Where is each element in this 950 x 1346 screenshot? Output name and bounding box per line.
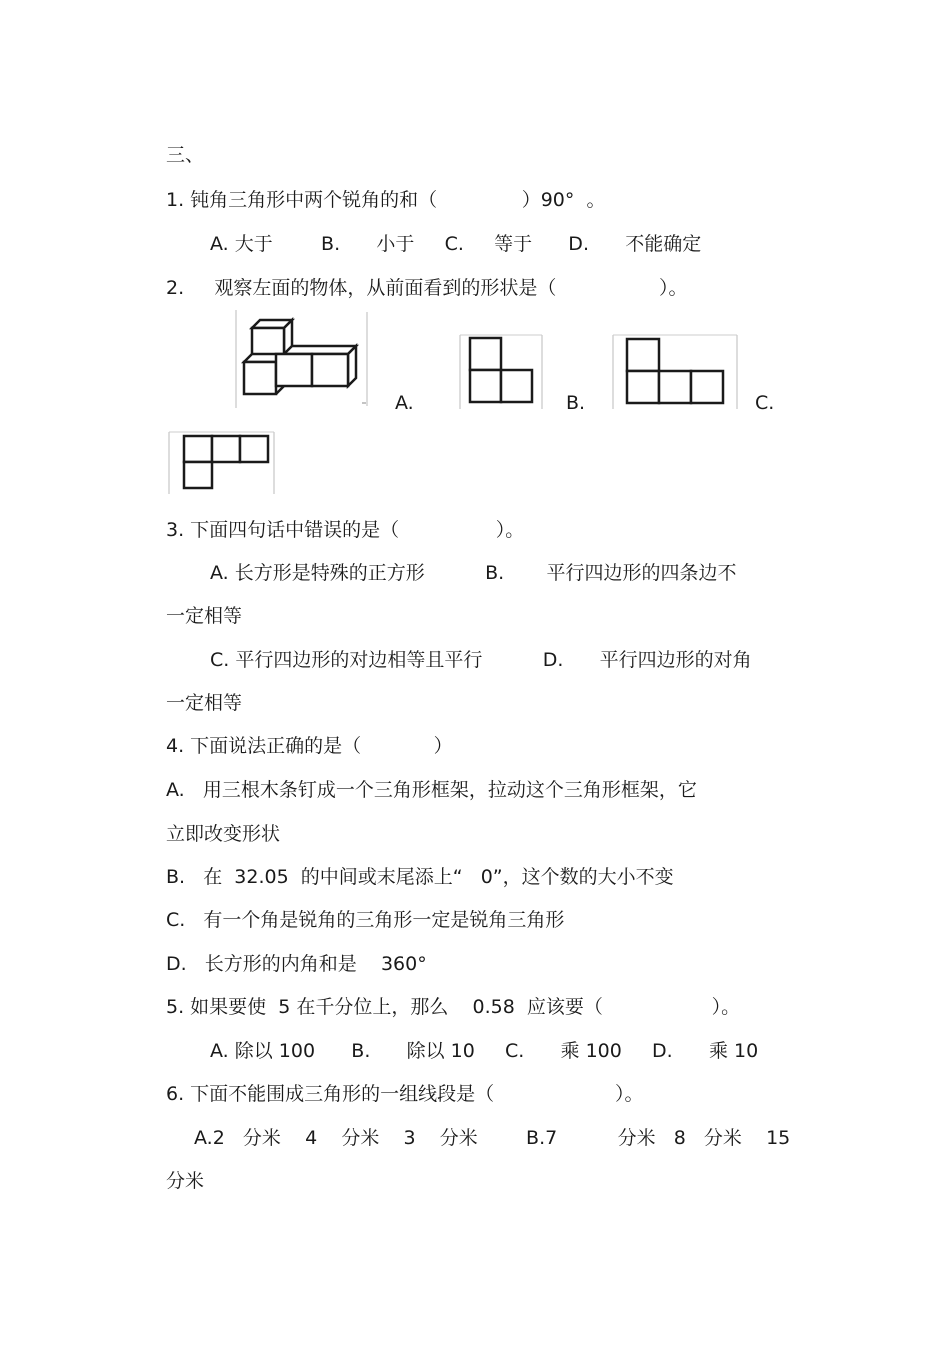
q2-option-c-view (168, 430, 276, 494)
q2-option-a-label: A. (395, 392, 414, 414)
q3-stem: 3. 下面四句话中错误的是（ ）。 (166, 519, 525, 541)
q2-option-c-label: C. (755, 392, 775, 414)
q3-options-ab: A. 长方形是特殊的正方形 B. 平行四边形的四条边不 (210, 562, 737, 584)
q5-options: A. 除以 100 B. 除以 10 C. 乘 100 D. 乘 10 (210, 1040, 759, 1062)
q1-stem: 1. 钝角三角形中两个锐角的和（ ）90° 。 (166, 189, 606, 211)
q3-options-cd: C. 平行四边形的对边相等且平行 D. 平行四边形的对角 (210, 649, 752, 671)
q4-option-c: C. 有一个角是锐角的三角形一定是锐角三角形 (166, 909, 565, 931)
q2-option-b-label: B. (566, 392, 586, 414)
q6-options: A.2 分米 4 分米 3 分米 B.7 分米 8 分米 15 (194, 1127, 791, 1149)
q2-option-a-view (458, 333, 544, 409)
q2-stem: 2. 观察左面的物体，从前面看到的形状是（ ）。 (166, 277, 688, 299)
q2-object-figure (234, 308, 370, 410)
q4-option-a-cont: 立即改变形状 (166, 823, 281, 845)
q3-options-cd-cont: 一定相等 (166, 692, 243, 714)
q6-stem: 6. 下面不能围成三角形的一组线段是（ ）。 (166, 1083, 644, 1105)
section-heading: 三、 (166, 144, 205, 166)
q4-stem: 4. 下面说法正确的是（ ） (166, 735, 453, 757)
q3-options-ab-cont: 一定相等 (166, 605, 243, 627)
q4-option-d: D. 长方形的内角和是 360° (166, 953, 427, 975)
q4-option-b: B. 在 32.05 的中间或末尾添上“ 0”，这个数的大小不变 (166, 866, 674, 888)
q2-option-b-view (611, 333, 739, 409)
q1-options: A. 大于 B. 小于 C. 等于 D. 不能确定 (210, 233, 702, 255)
q4-option-a: A. 用三根木条钉成一个三角形框架，拉动这个三角形框架，它 (166, 779, 697, 801)
q5-stem: 5. 如果要使 5 在千分位上，那么 0.58 应该要（ ）。 (166, 996, 741, 1018)
q6-options-cont: 分米 (166, 1170, 205, 1192)
